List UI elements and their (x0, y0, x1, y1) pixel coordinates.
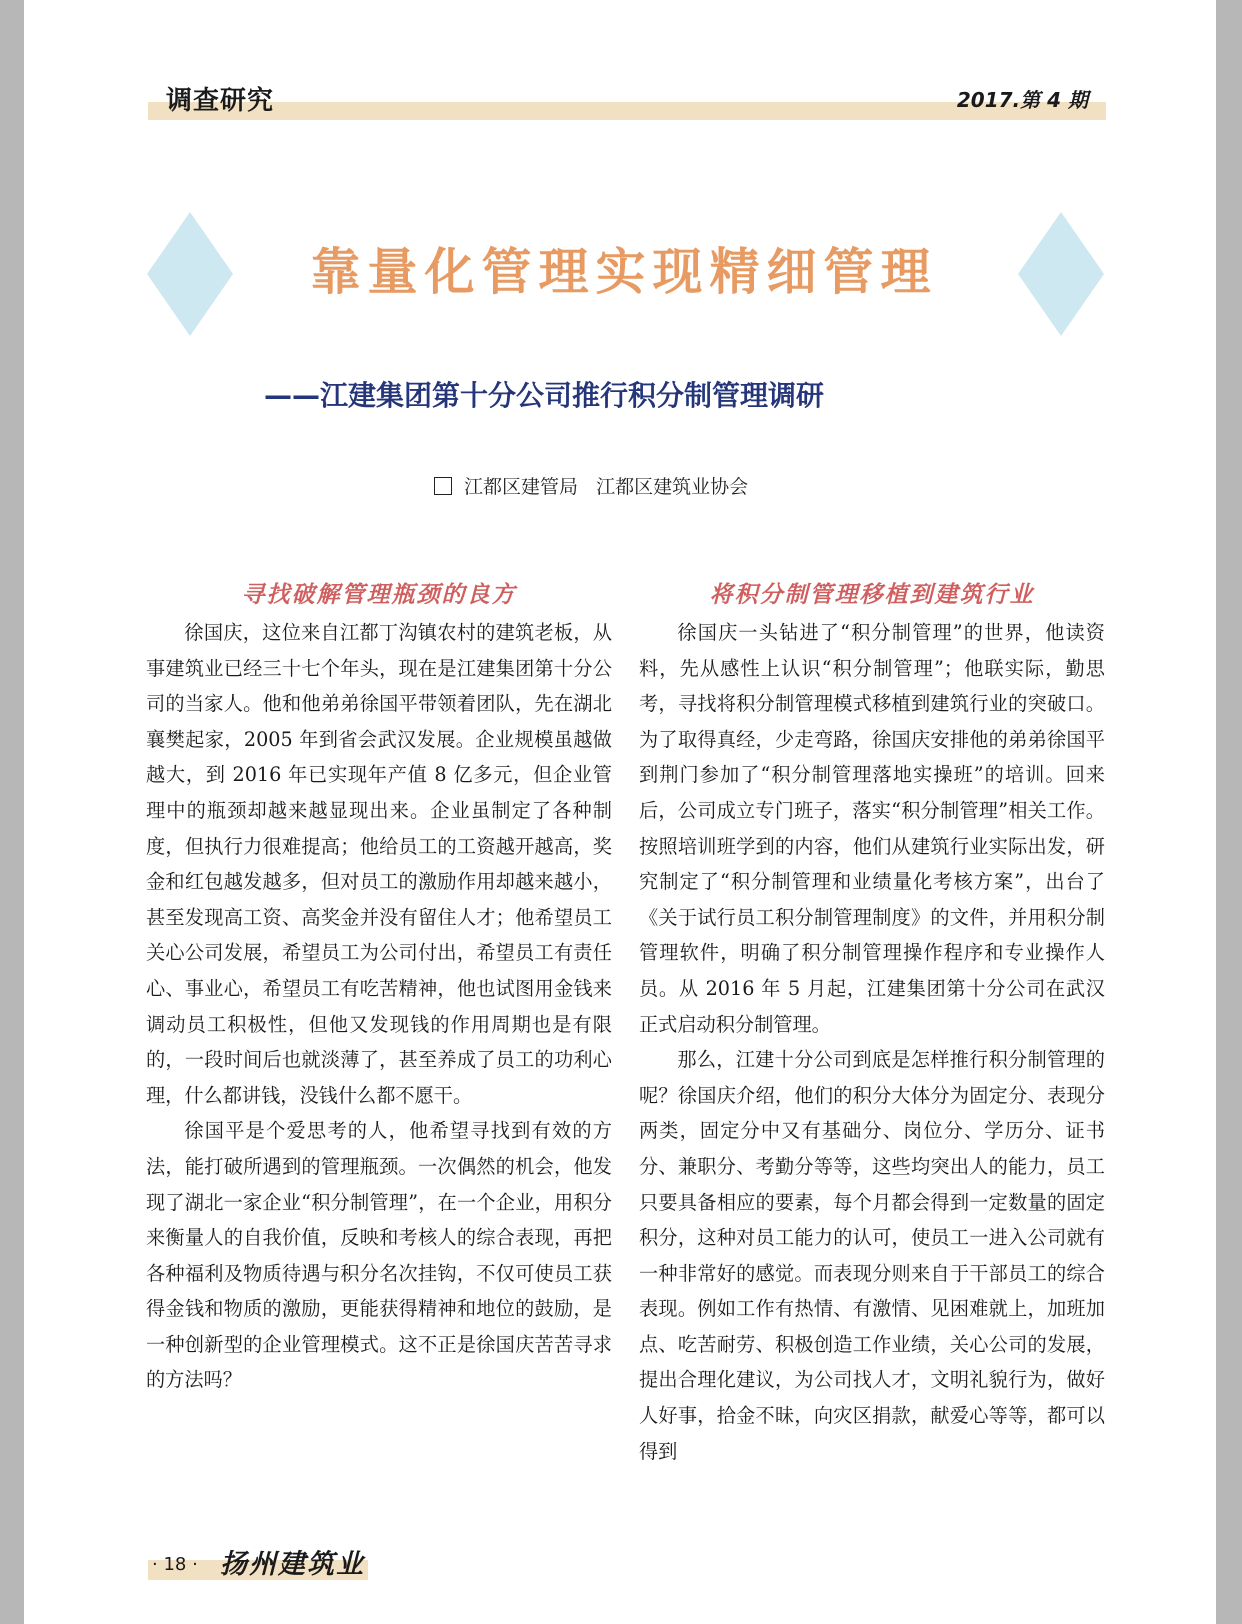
section-label: 调查研究 (166, 86, 275, 116)
magazine-logo: 扬州建筑业 (220, 1549, 365, 1580)
left-paragraph-2: 徐国平是个爱思考的人，他希望寻找到有效的方法，能打破所遇到的管理瓶颈。一次偶然的机会，他发现了湖北一家企业“积分制管理”，在一个企业，用积分来衡量人的自我价值，反映和考核人的综合表现，再把各种福利及物质待遇与积分名次挂钩，不仅可使员工获得金钱和物质的激励，更能获得精神和地位的鼓励，是一种创新型的企业管理模式。这不正是徐国庆苦苦寻求的方法吗？ (146, 1119, 612, 1392)
byline-text: 江都区建管局 江都区建筑业协会 (464, 476, 749, 498)
byline-box-icon (434, 477, 452, 495)
left-column (146, 575, 612, 1398)
article-title: 靠量化管理实现精细管理 (310, 243, 938, 301)
left-page-margin (0, 0, 24, 1624)
page-number: · 18 · (152, 1554, 198, 1575)
issue-label: 2017.第 4 期 (956, 88, 1088, 112)
right-section-heading: 将积分制管理移植到建筑行业 (709, 582, 1035, 608)
right-paragraph-1: 徐国庆一头钻进了“积分制管理”的世界，他读资料，先从感性上认识“积分制管理”；他联实际，勤思考，寻找将积分制管理模式移植到建筑行业的突破口。为了取得真经，少走弯路，徐国庆安排他的弟弟徐国平到荆门参加了“积分制管理落地实操班”的培训。回来后，公司成立专门班子，落实“积分制管理”相关工作。按照培训班学到的内容，他们从建筑行业实际出发，研究制定了“积分制管理和业绩量化考核方案”，出台了《关于试行员工积分制管理制度》的文件，并用积分制管理软件，明确了积分制管理操作程序和专业操作人员。从 2016 年 5 月起，江建集团第十分公司在武汉正式启动积分制管理。 (639, 621, 1105, 1036)
right-paragraph-2: 那么，江建十分公司到底是怎样推行积分制管理的呢？徐国庆介绍，他们的积分大体分为固定分、表现分两类，固定分中又有基础分、岗位分、学历分、证书分、兼职分、考勤分等等，这些均突出人的能力，员工只要具备相应的要素，每个月都会得到一定数量的固定积分，这种对员工能力的认可，使员工一进入公司就有一种非常好的感觉。而表现分则来自于干部员工的综合表现。例如工作有热情、有激情、见困难就上，加班加点、吃苦耐劳、积极创造工作业绩，关心公司的发展，提出合理化建议，为公司找人才，文明礼貌行为，做好人好事，拾金不昧，向灾区捐款，献爱心等等，都可以得到 (639, 1048, 1105, 1463)
right-column (639, 575, 1105, 1469)
page-header (148, 82, 1106, 122)
left-section-heading: 寻找破解管理瓶颈的良方 (241, 582, 517, 608)
page-footer (148, 1542, 368, 1586)
right-page-margin (1216, 0, 1242, 1624)
article-subtitle: ——江建集团第十分公司推行积分制管理调研 (264, 379, 825, 412)
byline (434, 472, 748, 500)
right-diamond-icon (1018, 212, 1104, 336)
left-diamond-icon (147, 212, 233, 336)
left-paragraph-1: 徐国庆，这位来自江都丁沟镇农村的建筑老板，从事建筑业已经三十七个年头，现在是江建集团第十分公司的当家人。他和他弟弟徐国平带领着团队，先在湖北襄樊起家，2005 年到省会武汉发展。企业规模虽越做越大，到 2016 年已实现年产值 8 亿多元，但企业管理中的瓶颈却越来越显现出来。企业虽制定了各种制度，但执行力很难提高；他给员工的工资越开越高，奖金和红包越发越多，但对员工的激励作用却越来越小，甚至发现高工资、高奖金并没有留住人才；他希望员工关心公司发展，希望员工为公司付出，希望员工有责任心、事业心，希望员工有吃苦精神，他也试图用金钱来调动员工积极性，但他又发现钱的作用周期也是有限的，一段时间后也就淡薄了，甚至养成了员工的功利心理，什么都讲钱，没钱什么都不愿干。 (146, 621, 612, 1107)
